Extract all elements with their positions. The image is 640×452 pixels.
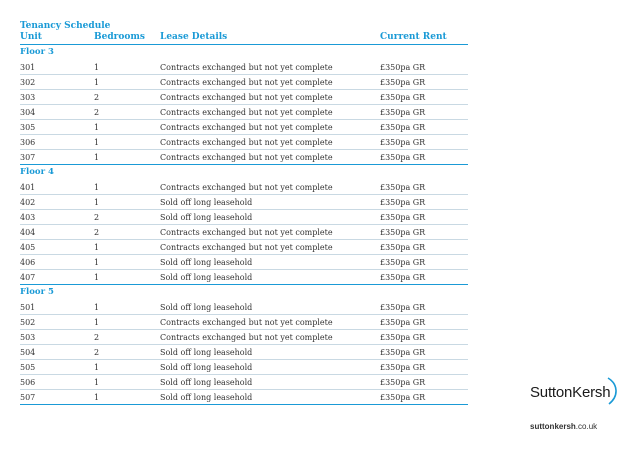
bedrooms-cell: 1 xyxy=(94,63,100,72)
current-rent-cell: £350pa GR xyxy=(380,333,426,342)
lease-details-cell: Sold off long leasehold xyxy=(160,258,253,267)
lease-details-cell: Contracts exchanged but not yet complete xyxy=(160,183,333,192)
current-rent-cell: £350pa GR xyxy=(380,393,426,402)
current-rent-cell: £350pa GR xyxy=(380,273,426,282)
lease-details-cell: Sold off long leasehold xyxy=(160,393,253,402)
current-rent-cell: £350pa GR xyxy=(380,183,426,192)
table-row xyxy=(20,255,468,270)
table-row xyxy=(20,315,468,330)
header-unit: Unit xyxy=(20,32,42,42)
unit-cell: 301 xyxy=(20,63,36,72)
lease-details-cell: Sold off long leasehold xyxy=(160,378,253,387)
bedrooms-cell: 1 xyxy=(94,153,100,162)
unit-cell: 402 xyxy=(20,198,36,207)
bedrooms-cell: 1 xyxy=(94,363,100,372)
unit-cell: 504 xyxy=(20,348,36,357)
header-lease-details: Lease Details xyxy=(160,32,228,42)
website-link xyxy=(530,422,597,431)
bedrooms-cell: 1 xyxy=(94,378,100,387)
table-row xyxy=(20,345,468,360)
current-rent-cell: £350pa GR xyxy=(380,378,426,387)
lease-details-cell: Contracts exchanged but not yet complete xyxy=(160,63,333,72)
unit-cell: 404 xyxy=(20,228,36,237)
unit-cell: 307 xyxy=(20,153,36,162)
unit-cell: 403 xyxy=(20,213,36,222)
current-rent-cell: £350pa GR xyxy=(380,243,426,252)
floor-heading: Floor 4 xyxy=(20,167,54,177)
table-row xyxy=(20,120,468,135)
lease-details-cell: Contracts exchanged but not yet complete xyxy=(160,138,333,147)
current-rent-cell: £350pa GR xyxy=(380,63,426,72)
table-row xyxy=(20,390,468,405)
lease-details-cell: Sold off long leasehold xyxy=(160,363,253,372)
table-row xyxy=(20,360,468,375)
current-rent-cell: £350pa GR xyxy=(380,153,426,162)
current-rent-cell: £350pa GR xyxy=(380,348,426,357)
current-rent-cell: £350pa GR xyxy=(380,363,426,372)
bedrooms-cell: 2 xyxy=(94,93,100,102)
bedrooms-cell: 1 xyxy=(94,393,100,402)
table-row xyxy=(20,375,468,390)
bedrooms-cell: 1 xyxy=(94,123,100,132)
unit-cell: 306 xyxy=(20,138,36,147)
table-row xyxy=(20,240,468,255)
unit-cell: 501 xyxy=(20,303,36,312)
table-header xyxy=(20,32,468,45)
current-rent-cell: £350pa GR xyxy=(380,258,426,267)
unit-cell: 507 xyxy=(20,393,36,402)
unit-cell: 503 xyxy=(20,333,36,342)
lease-details-cell: Sold off long leasehold xyxy=(160,198,253,207)
unit-cell: 506 xyxy=(20,378,36,387)
bedrooms-cell: 2 xyxy=(94,108,100,117)
unit-cell: 304 xyxy=(20,108,36,117)
unit-cell: 407 xyxy=(20,273,36,282)
table-row xyxy=(20,225,468,240)
lease-details-cell: Sold off long leasehold xyxy=(160,213,253,222)
current-rent-cell: £350pa GR xyxy=(380,318,426,327)
bedrooms-cell: 1 xyxy=(94,303,100,312)
lease-details-cell: Contracts exchanged but not yet complete xyxy=(160,243,333,252)
bedrooms-cell: 2 xyxy=(94,348,100,357)
current-rent-cell: £350pa GR xyxy=(380,303,426,312)
bedrooms-cell: 1 xyxy=(94,183,100,192)
table-row xyxy=(20,90,468,105)
unit-cell: 505 xyxy=(20,363,36,372)
floor-heading: Floor 3 xyxy=(20,47,54,57)
bedrooms-cell: 1 xyxy=(94,273,100,282)
table-row xyxy=(20,150,468,165)
floor-heading: Floor 5 xyxy=(20,287,54,297)
lease-details-cell: Contracts exchanged but not yet complete xyxy=(160,153,333,162)
schedule-title: Tenancy Schedule xyxy=(20,21,111,31)
tenancy-schedule xyxy=(20,20,468,405)
current-rent-cell: £350pa GR xyxy=(380,198,426,207)
table-row xyxy=(20,300,468,315)
bedrooms-cell: 1 xyxy=(94,318,100,327)
unit-cell: 302 xyxy=(20,78,36,87)
current-rent-cell: £350pa GR xyxy=(380,93,426,102)
current-rent-cell: £350pa GR xyxy=(380,123,426,132)
table-row xyxy=(20,270,468,285)
table-row xyxy=(20,60,468,75)
current-rent-cell: £350pa GR xyxy=(380,108,426,117)
lease-details-cell: Contracts exchanged but not yet complete xyxy=(160,123,333,132)
unit-cell: 502 xyxy=(20,318,36,327)
lease-details-cell: Sold off long leasehold xyxy=(160,348,253,357)
lease-details-cell: Contracts exchanged but not yet complete xyxy=(160,333,333,342)
lease-details-cell: Contracts exchanged but not yet complete xyxy=(160,93,333,102)
lease-details-cell: Contracts exchanged but not yet complete xyxy=(160,228,333,237)
unit-cell: 401 xyxy=(20,183,36,192)
current-rent-cell: £350pa GR xyxy=(380,228,426,237)
current-rent-cell: £350pa GR xyxy=(380,78,426,87)
website-domain-name: suttonkersh xyxy=(530,422,576,431)
lease-details-cell: Contracts exchanged but not yet complete xyxy=(160,318,333,327)
bedrooms-cell: 1 xyxy=(94,138,100,147)
lease-details-cell: Contracts exchanged but not yet complete xyxy=(160,108,333,117)
current-rent-cell: £350pa GR xyxy=(380,138,426,147)
unit-cell: 305 xyxy=(20,123,36,132)
floor-sections xyxy=(20,45,468,405)
table-row xyxy=(20,180,468,195)
suttonkersh-logo: SuttonKersh xyxy=(530,384,611,401)
current-rent-cell: £350pa GR xyxy=(380,213,426,222)
lease-details-cell: Sold off long leasehold xyxy=(160,303,253,312)
bedrooms-cell: 2 xyxy=(94,228,100,237)
unit-cell: 405 xyxy=(20,243,36,252)
bedrooms-cell: 2 xyxy=(94,213,100,222)
bedrooms-cell: 1 xyxy=(94,198,100,207)
header-bedrooms: Bedrooms xyxy=(94,32,145,42)
table-row xyxy=(20,75,468,90)
logo-swoosh-icon xyxy=(606,376,620,406)
bedrooms-cell: 2 xyxy=(94,333,100,342)
unit-cell: 303 xyxy=(20,93,36,102)
bedrooms-cell: 1 xyxy=(94,243,100,252)
bedrooms-cell: 1 xyxy=(94,258,100,267)
table-row xyxy=(20,210,468,225)
table-row xyxy=(20,135,468,150)
header-current-rent: Current Rent xyxy=(380,32,447,42)
unit-cell: 406 xyxy=(20,258,36,267)
table-row xyxy=(20,195,468,210)
lease-details-cell: Sold off long leasehold xyxy=(160,273,253,282)
lease-details-cell: Contracts exchanged but not yet complete xyxy=(160,78,333,87)
website-domain-suffix: .co.uk xyxy=(575,422,598,431)
table-row xyxy=(20,330,468,345)
table-row xyxy=(20,105,468,120)
bedrooms-cell: 1 xyxy=(94,78,100,87)
